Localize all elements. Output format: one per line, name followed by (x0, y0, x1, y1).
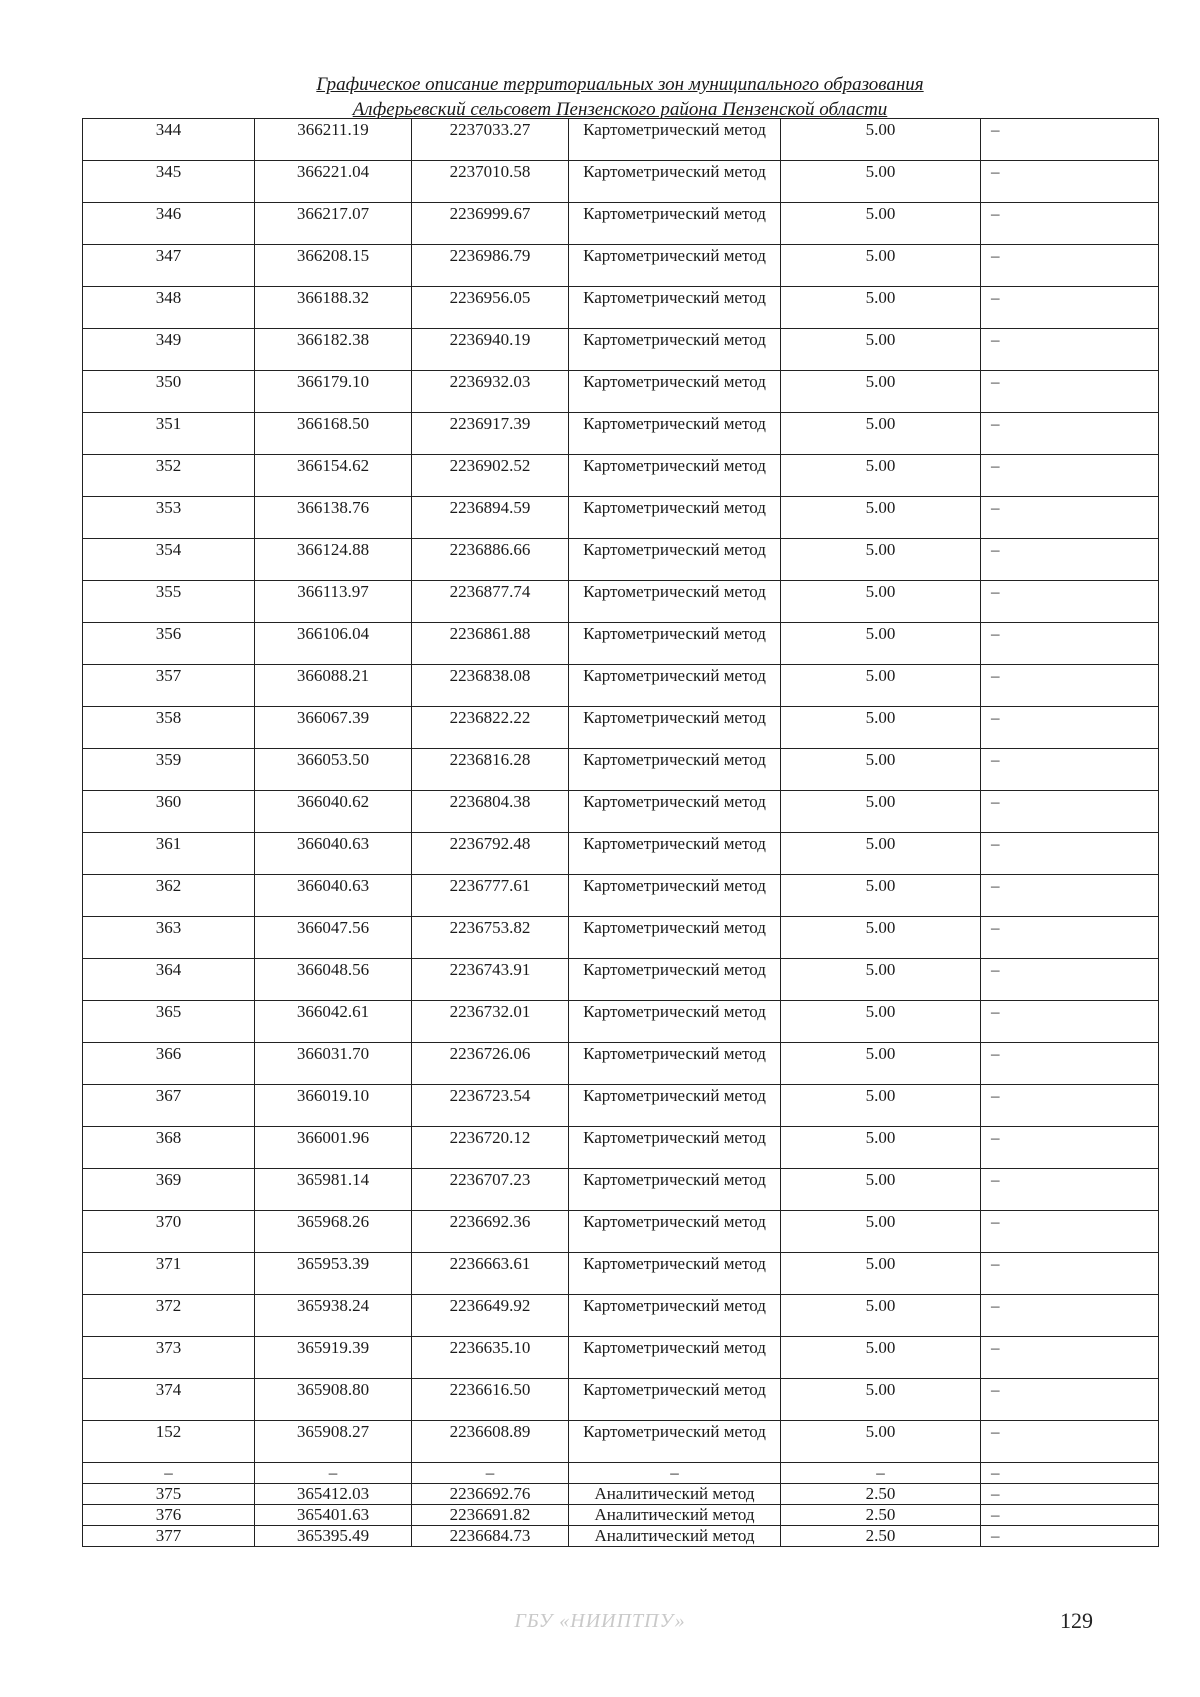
y-coordinate-cell: 2236663.61 (412, 1253, 569, 1295)
x-coordinate-cell: 366106.04 (255, 623, 412, 665)
accuracy-cell: 5.00 (781, 371, 981, 413)
table-row (83, 665, 1159, 707)
x-coordinate-cell: 366048.56 (255, 959, 412, 1001)
accuracy-cell: 5.00 (781, 1379, 981, 1421)
method-cell: Картометрический метод (569, 1043, 781, 1085)
method-cell: Картометрический метод (569, 245, 781, 287)
y-coordinate-cell: 2236743.91 (412, 959, 569, 1001)
point-number-cell: 356 (83, 623, 255, 665)
accuracy-cell: – (781, 1463, 981, 1484)
x-coordinate-cell: 366211.19 (255, 119, 412, 161)
table-row (83, 287, 1159, 329)
accuracy-cell: 5.00 (781, 1043, 981, 1085)
accuracy-cell: 5.00 (781, 1253, 981, 1295)
table-row (83, 1211, 1159, 1253)
note-cell: – (981, 329, 1159, 371)
method-cell: Картометрический метод (569, 917, 781, 959)
y-coordinate-cell: 2236707.23 (412, 1169, 569, 1211)
method-cell: Картометрический метод (569, 1211, 781, 1253)
header-line-1: Графическое описание территориальных зон муниципального образования (316, 74, 924, 95)
x-coordinate-cell: 366067.39 (255, 707, 412, 749)
x-coordinate-cell: 365908.80 (255, 1379, 412, 1421)
method-cell: Картометрический метод (569, 1169, 781, 1211)
y-coordinate-cell: 2236692.36 (412, 1211, 569, 1253)
accuracy-cell: 5.00 (781, 833, 981, 875)
y-coordinate-cell: 2236692.76 (412, 1484, 569, 1505)
table-row (83, 833, 1159, 875)
method-cell: Картометрический метод (569, 833, 781, 875)
y-coordinate-cell: 2236792.48 (412, 833, 569, 875)
accuracy-cell: 5.00 (781, 665, 981, 707)
x-coordinate-cell: 366188.32 (255, 287, 412, 329)
point-number-cell: 344 (83, 119, 255, 161)
method-cell: – (569, 1463, 781, 1484)
y-coordinate-cell: 2236804.38 (412, 791, 569, 833)
method-cell: Картометрический метод (569, 203, 781, 245)
y-coordinate-cell: 2236986.79 (412, 245, 569, 287)
method-cell: Аналитический метод (569, 1484, 781, 1505)
accuracy-cell: 5.00 (781, 1295, 981, 1337)
x-coordinate-cell: 366031.70 (255, 1043, 412, 1085)
table-row (83, 1463, 1159, 1484)
note-cell: – (981, 959, 1159, 1001)
y-coordinate-cell: 2236684.73 (412, 1526, 569, 1547)
accuracy-cell: 5.00 (781, 623, 981, 665)
method-cell: Картометрический метод (569, 371, 781, 413)
method-cell: Картометрический метод (569, 1379, 781, 1421)
x-coordinate-cell: – (255, 1463, 412, 1484)
table-row (83, 1421, 1159, 1463)
table-row (83, 1253, 1159, 1295)
accuracy-cell: 5.00 (781, 329, 981, 371)
table-row (83, 917, 1159, 959)
note-cell: – (981, 1085, 1159, 1127)
point-number-cell: 369 (83, 1169, 255, 1211)
table-row (83, 1127, 1159, 1169)
footer-organization: ГБУ «НИИПТПУ» (514, 1610, 686, 1632)
point-number-cell: 353 (83, 497, 255, 539)
note-cell: – (981, 119, 1159, 161)
y-coordinate-cell: 2236691.82 (412, 1505, 569, 1526)
method-cell: Картометрический метод (569, 497, 781, 539)
accuracy-cell: 2.50 (781, 1526, 981, 1547)
document-header (82, 72, 1158, 122)
note-cell: – (981, 1211, 1159, 1253)
y-coordinate-cell: 2237010.58 (412, 161, 569, 203)
point-number-cell: 355 (83, 581, 255, 623)
method-cell: Картометрический метод (569, 1337, 781, 1379)
method-cell: Картометрический метод (569, 959, 781, 1001)
method-cell: Картометрический метод (569, 875, 781, 917)
point-number-cell: 371 (83, 1253, 255, 1295)
y-coordinate-cell: 2236932.03 (412, 371, 569, 413)
method-cell: Картометрический метод (569, 581, 781, 623)
x-coordinate-cell: 366179.10 (255, 371, 412, 413)
accuracy-cell: 5.00 (781, 1001, 981, 1043)
method-cell: Картометрический метод (569, 1253, 781, 1295)
note-cell: – (981, 1526, 1159, 1547)
x-coordinate-cell: 365953.39 (255, 1253, 412, 1295)
accuracy-cell: 5.00 (781, 917, 981, 959)
method-cell: Картометрический метод (569, 707, 781, 749)
point-number-cell: 363 (83, 917, 255, 959)
point-number-cell: 359 (83, 749, 255, 791)
x-coordinate-cell: 365401.63 (255, 1505, 412, 1526)
accuracy-cell: 5.00 (781, 791, 981, 833)
point-number-cell: 373 (83, 1337, 255, 1379)
note-cell: – (981, 1295, 1159, 1337)
accuracy-cell: 5.00 (781, 413, 981, 455)
table-row (83, 1526, 1159, 1547)
y-coordinate-cell: 2236635.10 (412, 1337, 569, 1379)
method-cell: Картометрический метод (569, 161, 781, 203)
table-row (83, 791, 1159, 833)
point-number-cell: 365 (83, 1001, 255, 1043)
method-cell: Картометрический метод (569, 749, 781, 791)
table-row (83, 1505, 1159, 1526)
y-coordinate-cell: 2236616.50 (412, 1379, 569, 1421)
method-cell: Картометрический метод (569, 791, 781, 833)
x-coordinate-cell: 366001.96 (255, 1127, 412, 1169)
table-row (83, 707, 1159, 749)
x-coordinate-cell: 366047.56 (255, 917, 412, 959)
note-cell: – (981, 287, 1159, 329)
point-number-cell: 352 (83, 455, 255, 497)
accuracy-cell: 5.00 (781, 161, 981, 203)
x-coordinate-cell: 366053.50 (255, 749, 412, 791)
x-coordinate-cell: 365908.27 (255, 1421, 412, 1463)
x-coordinate-cell: 365395.49 (255, 1526, 412, 1547)
table-row (83, 875, 1159, 917)
method-cell: Картометрический метод (569, 1421, 781, 1463)
point-number-cell: 360 (83, 791, 255, 833)
method-cell: Картометрический метод (569, 287, 781, 329)
y-coordinate-cell: 2236861.88 (412, 623, 569, 665)
accuracy-cell: 2.50 (781, 1484, 981, 1505)
accuracy-cell: 5.00 (781, 1085, 981, 1127)
table-row (83, 1001, 1159, 1043)
table-row (83, 329, 1159, 371)
accuracy-cell: 5.00 (781, 1421, 981, 1463)
table-row (83, 245, 1159, 287)
note-cell: – (981, 245, 1159, 287)
x-coordinate-cell: 365412.03 (255, 1484, 412, 1505)
accuracy-cell: 5.00 (781, 1211, 981, 1253)
x-coordinate-cell: 366168.50 (255, 413, 412, 455)
point-number-cell: 152 (83, 1421, 255, 1463)
note-cell: – (981, 833, 1159, 875)
x-coordinate-cell: 366138.76 (255, 497, 412, 539)
x-coordinate-cell: 366019.10 (255, 1085, 412, 1127)
point-number-cell: 368 (83, 1127, 255, 1169)
accuracy-cell: 5.00 (781, 875, 981, 917)
note-cell: – (981, 497, 1159, 539)
point-number-cell: 358 (83, 707, 255, 749)
note-cell: – (981, 1421, 1159, 1463)
point-number-cell: – (83, 1463, 255, 1484)
x-coordinate-cell: 365919.39 (255, 1337, 412, 1379)
header-line-2: Алферьевский сельсовет Пензенского района Пензенской области (352, 99, 888, 120)
accuracy-cell: 5.00 (781, 1127, 981, 1169)
point-number-cell: 366 (83, 1043, 255, 1085)
accuracy-cell: 5.00 (781, 1337, 981, 1379)
x-coordinate-cell: 365981.14 (255, 1169, 412, 1211)
page-number: 129 (1060, 1608, 1093, 1633)
y-coordinate-cell: 2236753.82 (412, 917, 569, 959)
table-row (83, 623, 1159, 665)
note-cell: – (981, 371, 1159, 413)
y-coordinate-cell: 2236720.12 (412, 1127, 569, 1169)
point-number-cell: 361 (83, 833, 255, 875)
point-number-cell: 370 (83, 1211, 255, 1253)
table-row (83, 1379, 1159, 1421)
note-cell: – (981, 1337, 1159, 1379)
note-cell: – (981, 707, 1159, 749)
accuracy-cell: 5.00 (781, 287, 981, 329)
table-row (83, 581, 1159, 623)
note-cell: – (981, 413, 1159, 455)
point-number-cell: 351 (83, 413, 255, 455)
point-number-cell: 345 (83, 161, 255, 203)
y-coordinate-cell: 2236999.67 (412, 203, 569, 245)
x-coordinate-cell: 365968.26 (255, 1211, 412, 1253)
y-coordinate-cell: 2236608.89 (412, 1421, 569, 1463)
accuracy-cell: 5.00 (781, 203, 981, 245)
x-coordinate-cell: 366040.63 (255, 833, 412, 875)
method-cell: Картометрический метод (569, 1295, 781, 1337)
note-cell: – (981, 1379, 1159, 1421)
note-cell: – (981, 581, 1159, 623)
y-coordinate-cell: 2236917.39 (412, 413, 569, 455)
y-coordinate-cell: 2236726.06 (412, 1043, 569, 1085)
table-row (83, 455, 1159, 497)
note-cell: – (981, 1505, 1159, 1526)
note-cell: – (981, 791, 1159, 833)
note-cell: – (981, 203, 1159, 245)
point-number-cell: 372 (83, 1295, 255, 1337)
method-cell: Картометрический метод (569, 413, 781, 455)
accuracy-cell: 2.50 (781, 1505, 981, 1526)
note-cell: – (981, 623, 1159, 665)
point-number-cell: 349 (83, 329, 255, 371)
accuracy-cell: 5.00 (781, 959, 981, 1001)
accuracy-cell: 5.00 (781, 581, 981, 623)
y-coordinate-cell: 2236732.01 (412, 1001, 569, 1043)
table-row (83, 1295, 1159, 1337)
accuracy-cell: 5.00 (781, 245, 981, 287)
y-coordinate-cell: 2237033.27 (412, 119, 569, 161)
y-coordinate-cell: 2236902.52 (412, 455, 569, 497)
x-coordinate-cell: 366040.63 (255, 875, 412, 917)
y-coordinate-cell: 2236822.22 (412, 707, 569, 749)
y-coordinate-cell: 2236777.61 (412, 875, 569, 917)
table-row (83, 161, 1159, 203)
note-cell: – (981, 749, 1159, 791)
y-coordinate-cell: 2236723.54 (412, 1085, 569, 1127)
x-coordinate-cell: 366113.97 (255, 581, 412, 623)
method-cell: Картометрический метод (569, 623, 781, 665)
x-coordinate-cell: 366221.04 (255, 161, 412, 203)
point-number-cell: 376 (83, 1505, 255, 1526)
table-row (83, 371, 1159, 413)
method-cell: Картометрический метод (569, 329, 781, 371)
table-row (83, 749, 1159, 791)
coordinates-table (82, 118, 1159, 1547)
point-number-cell: 346 (83, 203, 255, 245)
method-cell: Картометрический метод (569, 665, 781, 707)
point-number-cell: 350 (83, 371, 255, 413)
y-coordinate-cell: 2236816.28 (412, 749, 569, 791)
note-cell: – (981, 917, 1159, 959)
x-coordinate-cell: 366208.15 (255, 245, 412, 287)
point-number-cell: 348 (83, 287, 255, 329)
y-coordinate-cell: 2236649.92 (412, 1295, 569, 1337)
note-cell: – (981, 665, 1159, 707)
accuracy-cell: 5.00 (781, 455, 981, 497)
accuracy-cell: 5.00 (781, 749, 981, 791)
note-cell: – (981, 455, 1159, 497)
point-number-cell: 357 (83, 665, 255, 707)
x-coordinate-cell: 366040.62 (255, 791, 412, 833)
note-cell: – (981, 1253, 1159, 1295)
note-cell: – (981, 875, 1159, 917)
note-cell: – (981, 1001, 1159, 1043)
method-cell: Картометрический метод (569, 1001, 781, 1043)
y-coordinate-cell: 2236877.74 (412, 581, 569, 623)
point-number-cell: 375 (83, 1484, 255, 1505)
table-row (83, 119, 1159, 161)
table-row (83, 413, 1159, 455)
y-coordinate-cell: 2236838.08 (412, 665, 569, 707)
accuracy-cell: 5.00 (781, 119, 981, 161)
accuracy-cell: 5.00 (781, 1169, 981, 1211)
method-cell: Картометрический метод (569, 1127, 781, 1169)
method-cell: Картометрический метод (569, 455, 781, 497)
accuracy-cell: 5.00 (781, 707, 981, 749)
table-row (83, 203, 1159, 245)
table-row (83, 959, 1159, 1001)
table-row (83, 1337, 1159, 1379)
table-row (83, 1484, 1159, 1505)
method-cell: Аналитический метод (569, 1505, 781, 1526)
point-number-cell: 377 (83, 1526, 255, 1547)
note-cell: – (981, 161, 1159, 203)
x-coordinate-cell: 366154.62 (255, 455, 412, 497)
x-coordinate-cell: 366042.61 (255, 1001, 412, 1043)
method-cell: Картометрический метод (569, 119, 781, 161)
point-number-cell: 354 (83, 539, 255, 581)
x-coordinate-cell: 366182.38 (255, 329, 412, 371)
x-coordinate-cell: 365938.24 (255, 1295, 412, 1337)
point-number-cell: 364 (83, 959, 255, 1001)
point-number-cell: 367 (83, 1085, 255, 1127)
note-cell: – (981, 539, 1159, 581)
note-cell: – (981, 1127, 1159, 1169)
x-coordinate-cell: 366088.21 (255, 665, 412, 707)
note-cell: – (981, 1043, 1159, 1085)
accuracy-cell: 5.00 (781, 539, 981, 581)
table-row (83, 497, 1159, 539)
y-coordinate-cell: 2236956.05 (412, 287, 569, 329)
table-row (83, 1169, 1159, 1211)
method-cell: Аналитический метод (569, 1526, 781, 1547)
accuracy-cell: 5.00 (781, 497, 981, 539)
table-row (83, 539, 1159, 581)
x-coordinate-cell: 366124.88 (255, 539, 412, 581)
point-number-cell: 374 (83, 1379, 255, 1421)
method-cell: Картометрический метод (569, 1085, 781, 1127)
y-coordinate-cell: 2236940.19 (412, 329, 569, 371)
point-number-cell: 347 (83, 245, 255, 287)
y-coordinate-cell: – (412, 1463, 569, 1484)
note-cell: – (981, 1484, 1159, 1505)
y-coordinate-cell: 2236886.66 (412, 539, 569, 581)
coordinates-table-body (83, 119, 1159, 1547)
note-cell: – (981, 1169, 1159, 1211)
table-row (83, 1043, 1159, 1085)
point-number-cell: 362 (83, 875, 255, 917)
y-coordinate-cell: 2236894.59 (412, 497, 569, 539)
x-coordinate-cell: 366217.07 (255, 203, 412, 245)
note-cell: – (981, 1463, 1159, 1484)
table-row (83, 1085, 1159, 1127)
method-cell: Картометрический метод (569, 539, 781, 581)
